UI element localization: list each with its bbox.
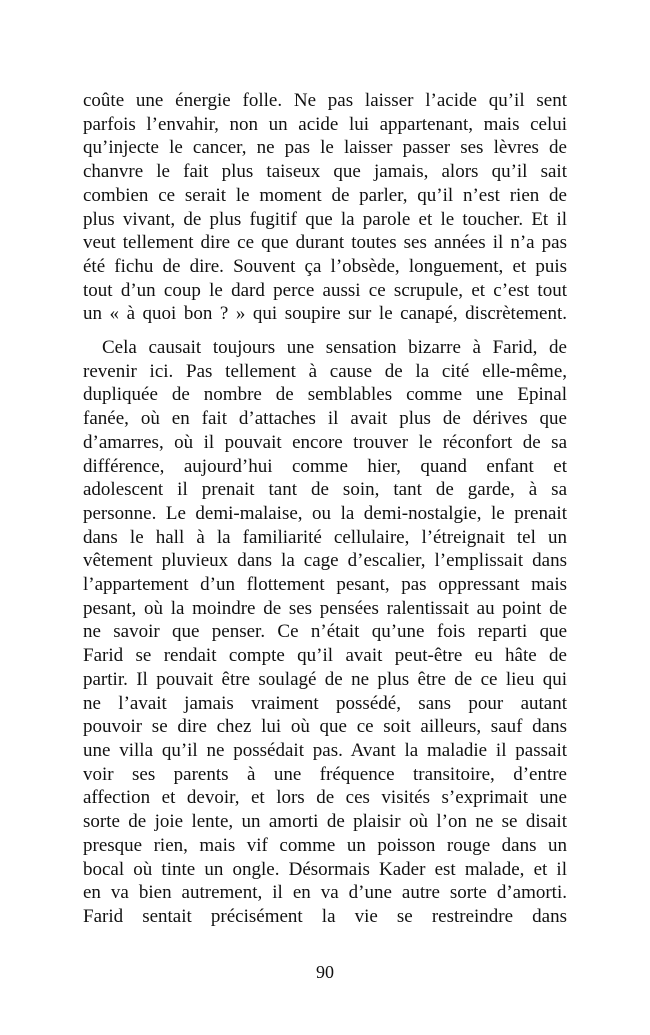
text-line: Farid sentait précisément la vie se restreindre dans [83, 905, 567, 927]
text-line: adolescent il prenait tant de soin, tant de garde, à sa [83, 479, 567, 501]
text-line: plus vivant, de plus fugitif que la parole et le toucher. Et il [83, 208, 567, 230]
text-line: l’appartement d’un flottement pesant, pas oppressant mais [83, 574, 567, 596]
text-line: en va bien autrement, il en va d’une autre sorte d’amorti. [83, 882, 567, 904]
text-line: un « à quoi bon ? » qui soupire sur le canapé, discrètement. [83, 303, 567, 325]
text-line: pesant, où la moindre de ses pensées ralentissait au point de [83, 597, 567, 619]
text-line: presque rien, mais vif comme un poisson rouge dans un [83, 834, 567, 856]
text-line: été fichu de dire. Souvent ça l’obsède, longuement, et puis [83, 255, 567, 277]
text-line: veut tellement dire ce que durant toutes ses années il n’a pas [83, 232, 567, 254]
paragraph [83, 89, 567, 326]
text-line: revenir ici. Pas tellement à cause de la cité elle-même, [83, 360, 567, 382]
text-line: combien ce serait le moment de parler, qu’il n’est rien de [83, 184, 567, 206]
text-line: dans le hall à la familiarité cellulaire, l’étreignait tel un [83, 526, 567, 548]
text-line: d’amarres, où il pouvait encore trouver le réconfort de sa [83, 431, 567, 453]
text-line: parfois l’envahir, non un acide lui appartenant, mais celui [83, 113, 567, 135]
body-text [83, 89, 567, 929]
text-line: vêtement pluvieux dans la cage d’escalier, l’emplissait dans [83, 550, 567, 572]
page-number: 90 [316, 962, 334, 982]
text-line: personne. Le demi-malaise, ou la demi-nostalgie, le prenait [83, 502, 567, 524]
text-line: Farid se rendait compte qu’il avait peut-être eu hâte de [83, 645, 567, 667]
text-line: dupliquée de nombre de semblables comme une Epinal [83, 384, 567, 406]
text-line: affection et devoir, et lors de ces visités s’exprimait une [83, 787, 567, 809]
text-line: pouvoir se dire chez lui où que ce soit ailleurs, sauf dans [83, 716, 567, 738]
paragraph [83, 336, 567, 929]
text-line: partir. Il pouvait être soulagé de ne plus être de ce lieu qui [83, 668, 567, 690]
text-line: tout d’un coup le dard perce aussi ce scrupule, et c’est tout [83, 279, 567, 301]
text-line: bocal où tinte un ongle. Désormais Kader est malade, et il [83, 858, 567, 880]
text-line: ne l’avait jamais vraiment possédé, sans pour autant [83, 692, 567, 714]
text-line: fanée, où en fait d’attaches il avait plus de dérives que [83, 408, 567, 430]
text-line: une villa qu’il ne possédait pas. Avant la maladie il passait [83, 739, 567, 761]
text-line: sorte de joie lente, un amorti de plaisir où l’on ne se disait [83, 811, 567, 833]
text-line: qu’injecte le cancer, ne pas le laisser passer ses lèvres de [83, 137, 567, 159]
text-line: différence, aujourd’hui comme hier, quand enfant et [83, 455, 567, 477]
text-line: ne savoir que penser. Ce n’était qu’une fois reparti que [83, 621, 567, 643]
text-line: coûte une énergie folle. Ne pas laisser l’acide qu’il sent [83, 90, 567, 111]
text-line: voir ses parents à une fréquence transitoire, d’entre [83, 763, 567, 785]
text-line: chanvre le fait plus taiseux que jamais, alors qu’il sait [83, 161, 567, 183]
text-line: Cela causait toujours une sensation bizarre à Farid, de [102, 337, 567, 359]
